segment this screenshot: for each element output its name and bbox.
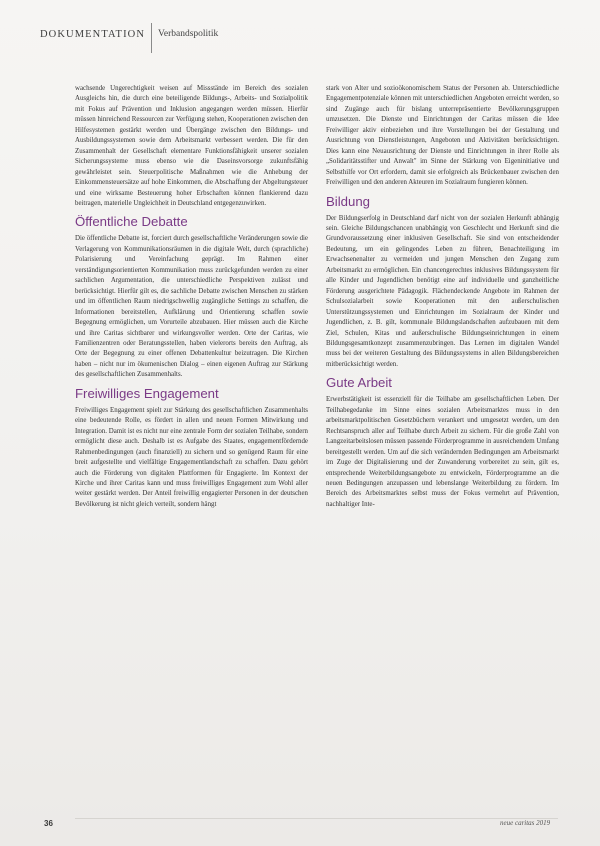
header-section: Verbandspolitik xyxy=(158,29,219,39)
heading-freiwilliges-engagement: Freiwilliges Engagement xyxy=(75,385,219,401)
journal-name: neue caritas 2019 xyxy=(500,819,551,827)
engagement-continued-paragraph: stark von Alter und sozioökonomischem Status der Personen ab. Unterschiedliche Engagementpotenziale können mit unterschiedlichen Angeboten erreicht werden, so sind Zugänge auch für bislang unterrepräsentierte Bevölkerungsgruppen umzusetzen. Die Dienste und Einrichtungen der Caritas müssen die Idee Freiwilliger aktiv einbeziehen und ihre Vorstellungen bei der Gestaltung und Ausrichtung von Dienstleistungen, Angeboten und Aktivitäten berücksichtigen. Dies kann eine Neuausrichtung der Dienste und Einrichtungen in ihrer Rolle als „Solidaritätsstifter und Anwalt" im Sinne der Stärkung von Eigeninitiative und Selbsthilfe vor Ort erfordern, damit sie erfolgreich als Brückenbauer zwischen den Freiwilligen und den anderen Akteuren im Sozialraum fungieren können. xyxy=(326,85,559,187)
page-header xyxy=(40,24,218,44)
footer-rule xyxy=(75,818,558,819)
right-column xyxy=(326,84,559,510)
arbeit-paragraph: Erwerbstätigkeit ist essenziell für die Teilhabe am gesellschaftlichen Leben. Der Teilhabegedanke im Sinne eines sozialen Arbeitsmarktes muss in den arbeitsmarktpolitischen Gesetzbüchern verankert und umgesetzt werden, um den Rechtsanspruch aller auf Teilhabe durch Arbeit zu sichern. Für die große Zahl von Langzeitarbeitslosen müssen passende Förderprogramme in ausreichendem Umfang bereitgestellt werden. Um auf die sich verändernden Bedingungen am Arbeitsmarkt im Zuge der Digitalisierung und der Zuwanderung vorbereitet zu sein, gilt es, entsprechende Weiterbildungsangebote zu entwickeln, Förderprogramme an die neuen Bedingungen anzupassen und lebenslange Weiterbildung zu fördern. Im Bereich des Arbeitsmarktes selbst muss der Fokus vermehrt auf Prävention, nachhaltiger Inte- xyxy=(326,396,559,508)
heading-gute-arbeit: Gute Arbeit xyxy=(326,375,392,391)
debatte-paragraph: Die öffentliche Debatte ist, forciert durch gesellschaftliche Veränderungen sowie die Verlagerung von Kommunikationsräumen in die digitale Welt, durch (sprachliche) Polarisierung und Vereinfachung geprägt. Im Rahmen einer verständigungsorientierten Kommunikation muss zurückgefunden werden zu einer sachlichen Argumentation, die unterschiedliche Perspektiven zulässt und berücksichtigt. Hierfür gilt es, die sachliche Debatte zwischen Menschen zu stärken und im öffentlichen Raum niedrigschwellig zugängliche Settings zu schaffen, die Informationen bereitstellen, Aufklärung und Orientierung schaffen sowie Begegnung ermöglichen, um Vorurteile abzubauen. Hier müssen auch die Kirche und ihre Caritas sichtbarer und wirkungsvoller werden. Orte der Caritas, wie Familienzentren oder Beratungsstellen, haben vielerorts bereits den Auftrag, als Orte der Begegnung zu einer offenen Debattenkultur beizutragen. Die Kirchen haben – nicht nur im ökumenischen Dialog – einen eigenen Auftrag zur Stärkung des gesellschaftlichen Zusammenhalts. xyxy=(75,235,308,379)
header-kicker: DOKUMENTATION xyxy=(40,28,146,40)
bildung-paragraph: Der Bildungserfolg in Deutschland darf nicht von der sozialen Herkunft abhängig sein. Gleiche Bildungschancen unabhängig von Geschlecht und Herkunft sind die Grundvoraussetzung einer inklusiven Gesellschaft. Sie sind von entscheidender Bedeutung, um ein gelingendes Leben zu führen, Benachteiligung im Erwachsenenalter zu vermeiden und jungen Menschen den Zugang zum Arbeitsmarkt zu ermöglichen. Ein chancengerechtes inklusives Bildungssystem für alle Kinder und Jugendlichen benötigt eine auf individuelle und ganzheitliche Förderung ausgerichtete Pädagogik. Flächendeckende Angebote im Rahmen der Schulsozialarbeit sowie Kooperationen mit den außerschulischen Unterstützungssystemen und Einrichtungen im Sozialraum der Kinder und Jugendlichen, z. B. gilt, kommunale Bildungslandschaften aufzubauen mit dem Ziel, Schulen, Kitas und außerschulische Bildungseinrichtungen in einem Bildungsgesamtkonzept zusammenzubringen. Das Lernen im digitalen Wandel muss bei der weiteren Gestaltung des Bildungssystems in allen Bildungsbereichen mitberücksichtigt werden. xyxy=(326,214,559,368)
intro-paragraph: wachsende Ungerechtigkeit weisen auf Missstände im Bereich des sozialen Ausgleichs hin, die durch eine beteiligende Bildungs-, Arbeits- und Sozialpolitik mit Fokus auf Prävention und Inklusion angegangen werden müssen. Hierfür müssen hinreichend Ressourcen zur Verfügung stehen, Kooperationen zwischen den Hilfesystemen gestärkt werden und Übergänge zwischen den Bildungs- und Ausbildungssystemen sowie dem Arbeitsmarkt verbessert werden. Die für den Zusammenhalt der Gesellschaft elementare Funktionsfähigkeit unserer sozialen Sicherungssysteme muss ebenso wie die Daseinsvorsorge zukunftsfähig gewährleistet sein. Steuerpolitische Maßnahmen wie die Anhebung der Einkommensteuersätze auf hohe Einkommen, die Abschaffung der Abgeltungsteuer und eine wirksame Besteuerung hoher Erbschaften können flankierend dazu beitragen, materielle Ungleichheit in Deutschland entgegenzuwirken. xyxy=(75,85,308,207)
heading-bildung: Bildung xyxy=(326,193,370,209)
left-column xyxy=(75,84,308,510)
engagement-paragraph: Freiwilliges Engagement spielt zur Stärkung des gesellschaftlichen Zusammenhalts eine bedeutende Rolle, es fördert in allen und neuen Formen Mitwirkung und Integration. Damit ist es nicht nur eine zentrale Form der sozialen Teilhabe, sondern ermöglicht diese auch. Deshalb ist es Aufgabe des Staates, engagementfördernde Rahmenbedingungen (auch finanziell) zu sichern und so genügend Raum für eine breit aufgestellte und vielfältige Engagementlandschaft zu schaffen. Dazu gehört auch die Förderung von digitalen Plattformen für Engagierte. Im Kontext der Kirche und ihrer Caritas kann und muss freiwilliges Engagement zum Wohl aller weiter gestärkt werden. Der Anteil freiwillig engagierter Personen in der deutschen Bevölkerung ist nicht gleich verteilt, sondern hängt xyxy=(75,406,308,508)
heading-oeffentliche-debatte: Öffentliche Debatte xyxy=(75,214,188,230)
header-separator xyxy=(151,23,152,53)
page-number: 36 xyxy=(44,819,53,828)
